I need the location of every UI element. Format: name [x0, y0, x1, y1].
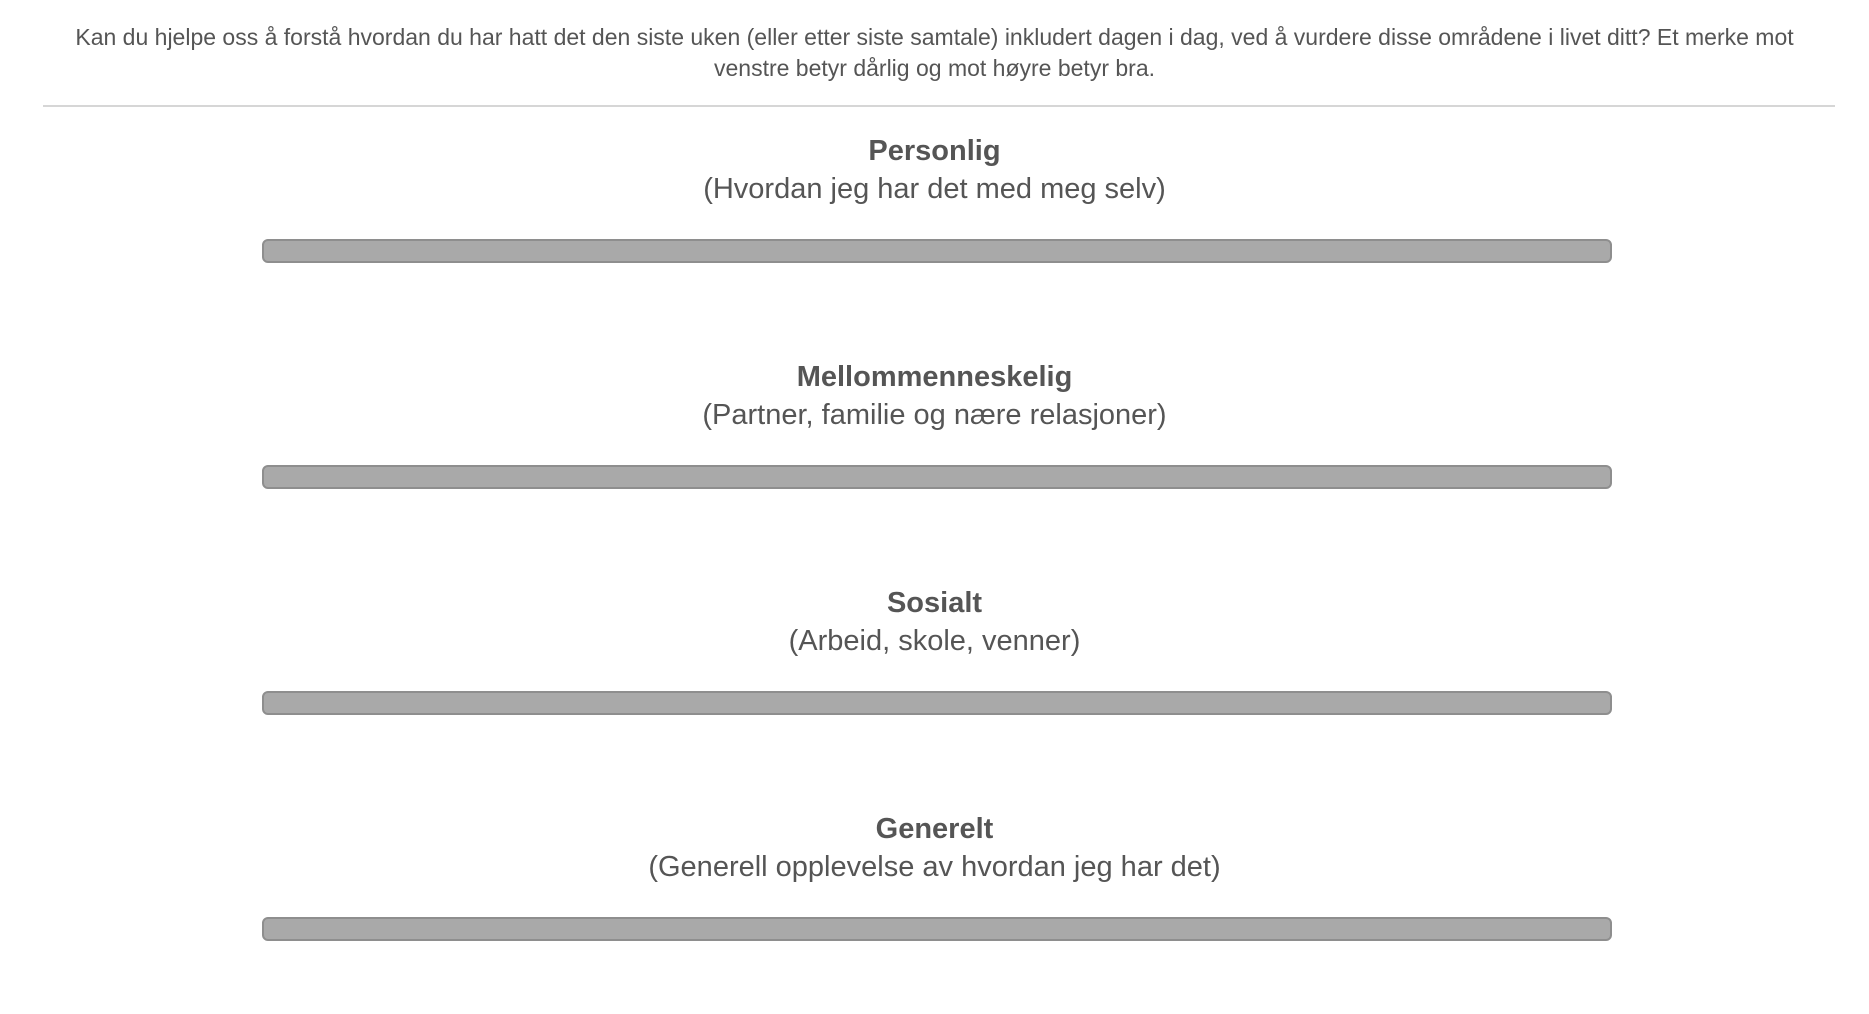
- section-title: Mellommenneskelig: [796, 361, 1073, 393]
- section-title: Sosialt: [886, 587, 983, 619]
- section-title: Generelt: [875, 813, 994, 845]
- rating-slider-generelt[interactable]: [262, 917, 1612, 941]
- header-divider: [43, 105, 1835, 107]
- section-subtitle: (Hvordan jeg har det med meg selv): [703, 173, 1166, 205]
- rating-slider-sosialt[interactable]: [262, 691, 1612, 715]
- rating-slider-personlig[interactable]: [262, 239, 1612, 263]
- section-subtitle: (Arbeid, skole, venner): [788, 625, 1081, 657]
- section-subtitle: (Generell opplevelse av hvordan jeg har det): [648, 851, 1221, 883]
- rating-slider-mellommenneskelig[interactable]: [262, 465, 1612, 489]
- section-subtitle: (Partner, familie og nære relasjoner): [702, 399, 1167, 431]
- instructions-text: Kan du hjelpe oss å forstå hvordan du har hatt det den siste uken (eller etter siste samtale) inkludert dagen i dag, ved å vurdere disse områdene i livet ditt? Et merke mot venstre betyr dårlig og mot høyre betyr bra.: [75, 24, 1794, 81]
- section-title: Personlig: [868, 135, 1001, 167]
